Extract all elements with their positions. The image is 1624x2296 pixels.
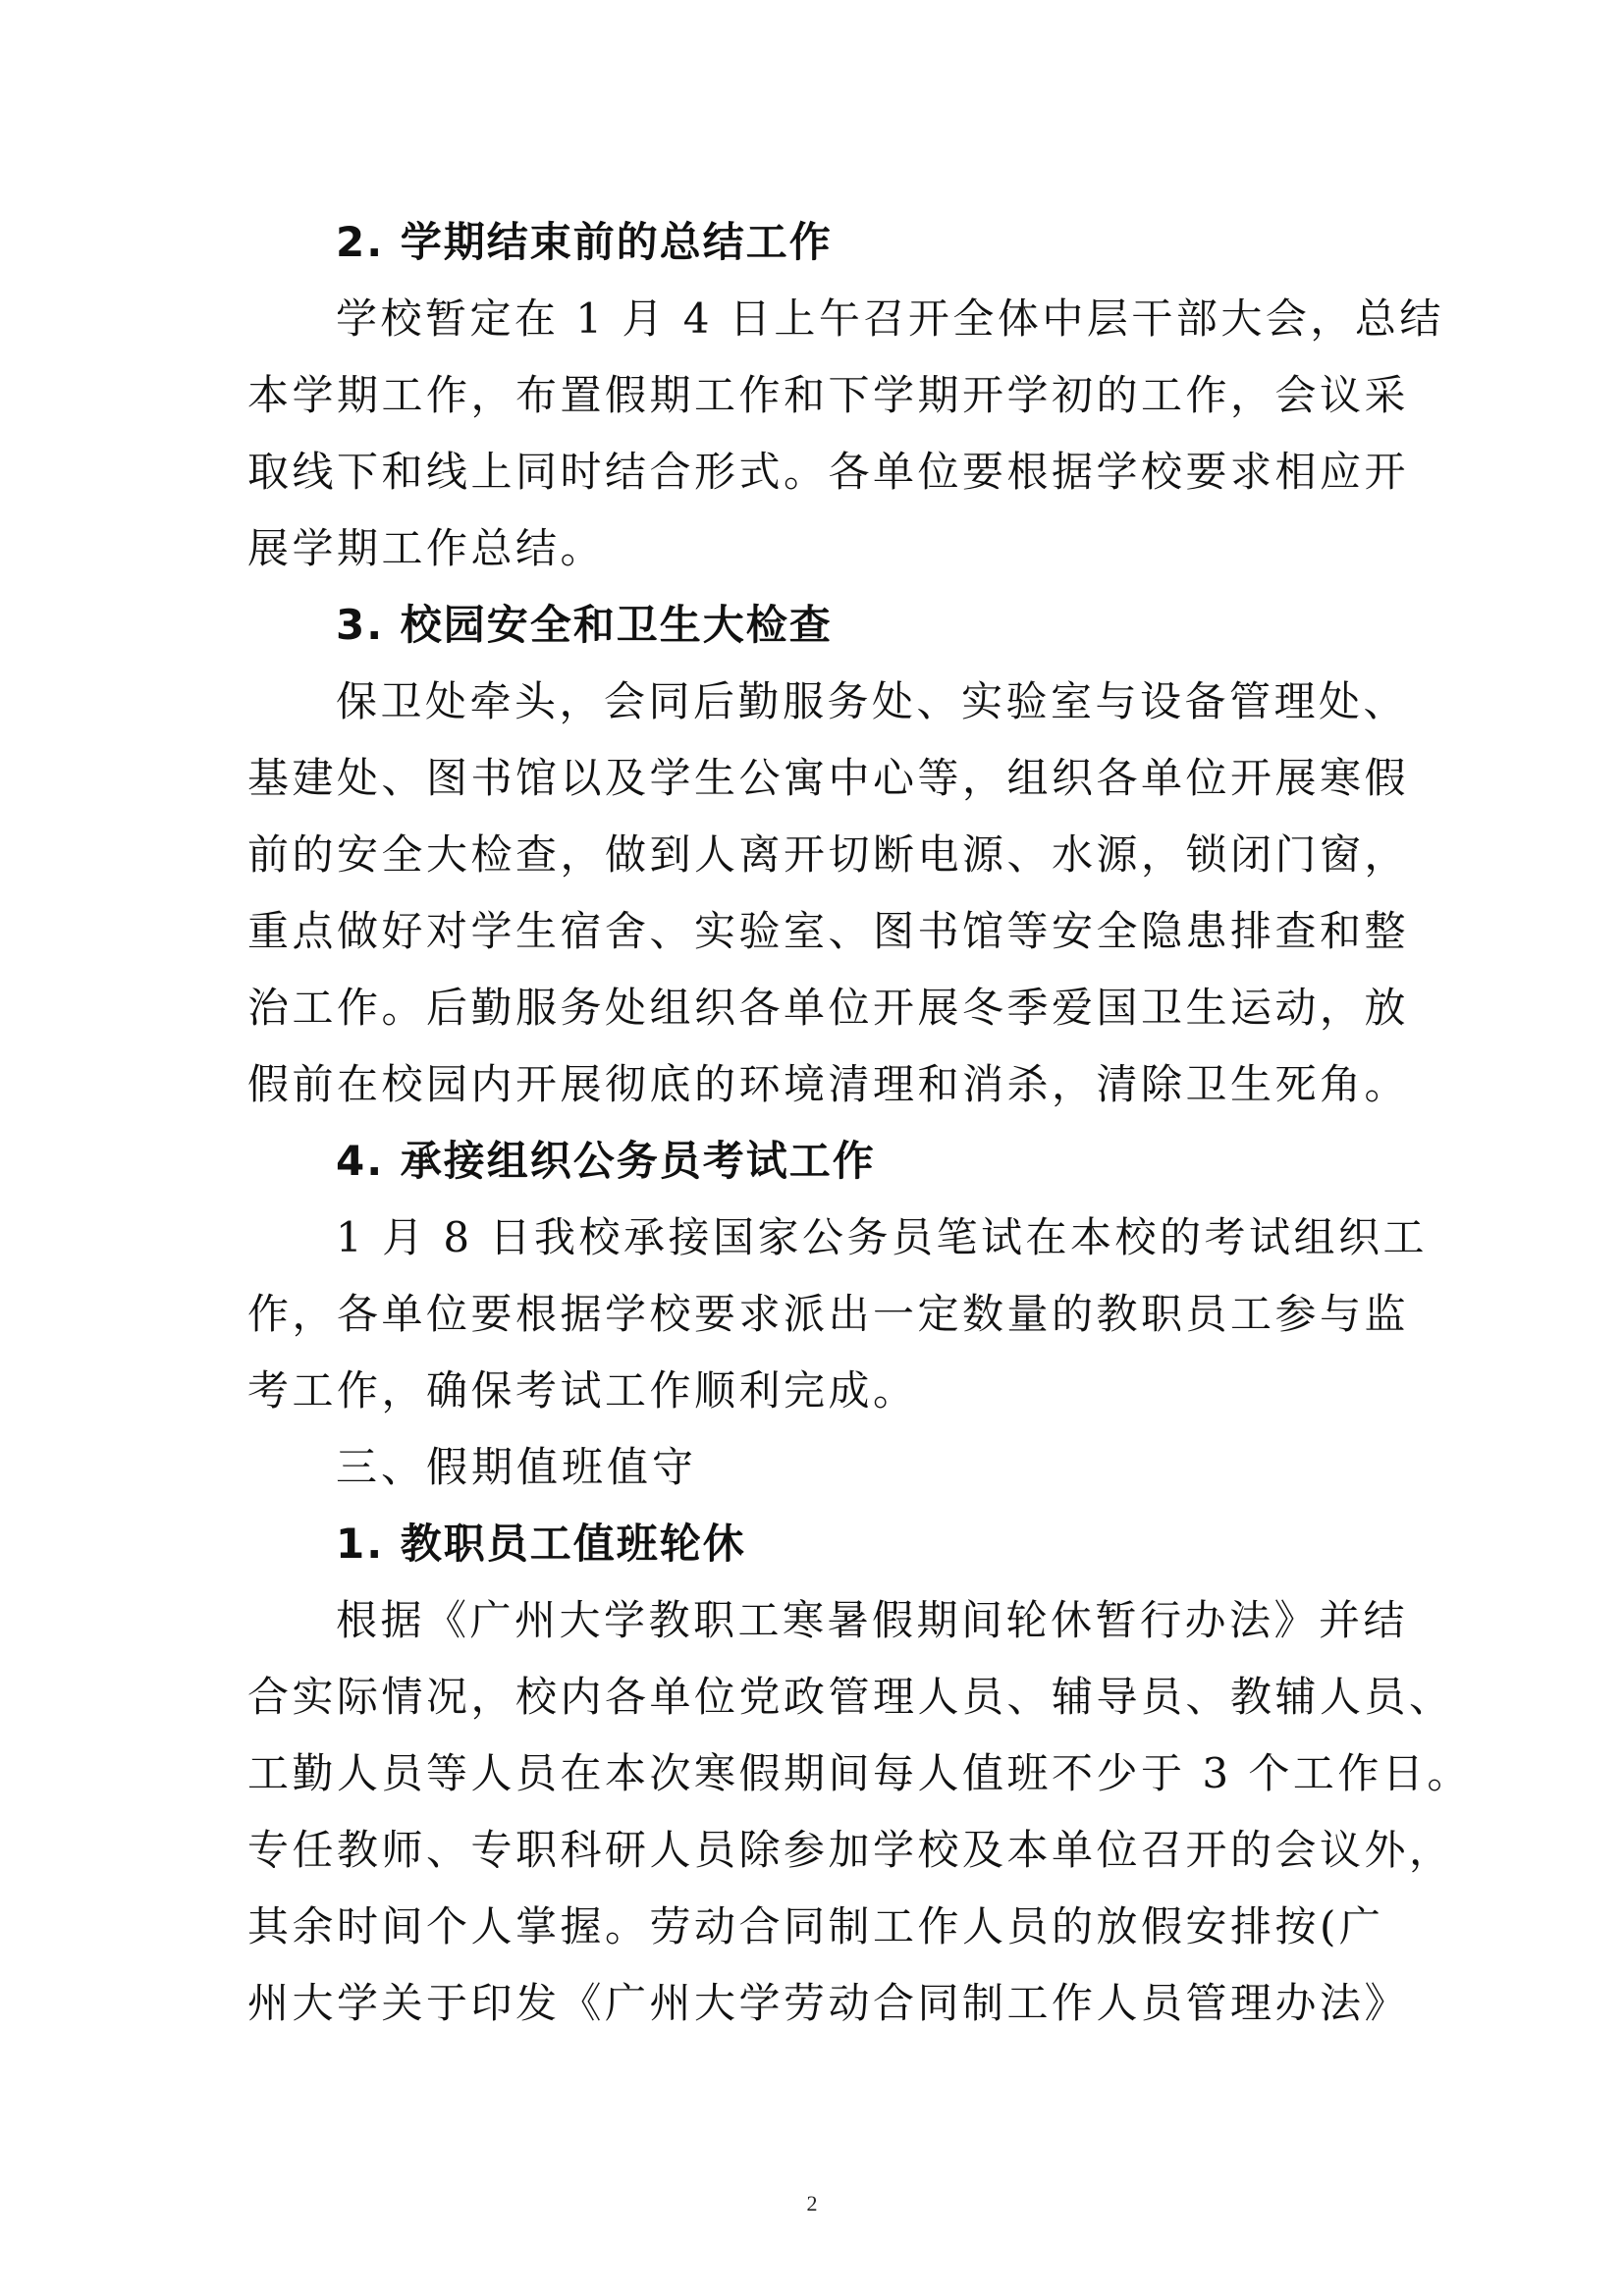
paragraph: [247, 1200, 1428, 1429]
paragraph-line: 作，各单位要根据学校要求派出一定数量的教职员工参与监: [247, 1290, 1410, 1338]
subsection-heading: 2. 学期结束前的总结工作: [336, 218, 833, 266]
subsection-heading: 4. 承接组织公务员考试工作: [336, 1137, 876, 1185]
paragraph: [247, 664, 1410, 1123]
paragraph-line: 取线下和线上同时结合形式。各单位要根据学校要求相应开: [247, 448, 1410, 496]
subsection-heading: 1. 教职员工值班轮休: [336, 1520, 746, 1568]
paragraph-line: 专任教师、专职科研人员除参加学校及本单位召开的会议外，: [247, 1826, 1454, 1874]
page-number: 2: [806, 2191, 818, 2216]
paragraph-line: 工勤人员等人员在本次寒假期间每人值班不少于 3 个工作日。: [247, 1749, 1472, 1797]
paragraph-line: 根据《广州大学教职工寒暑假期间轮休暂行办法》并结: [336, 1596, 1409, 1644]
section-heading: 三、假期值班值守: [336, 1443, 698, 1491]
paragraph: [247, 281, 1444, 587]
paragraph-line: 假前在校园内开展彻底的环境清理和消杀，清除卫生死角。: [247, 1060, 1410, 1108]
paragraph-line: 重点做好对学生宿舍、实验室、图书馆等安全隐患排查和整: [247, 907, 1410, 955]
paragraph-line: 基建处、图书馆以及学生公寓中心等，组织各单位开展寒假: [247, 754, 1410, 802]
paragraph: [247, 1582, 1472, 2042]
paragraph-line: 本学期工作，布置假期工作和下学期开学初的工作，会议采: [247, 371, 1410, 419]
paragraph-line: 学校暂定在 1 月 4 日上午召开全体中层干部大会，总结: [336, 294, 1444, 343]
paragraph-line: 1 月 8 日我校承接国家公务员笔试在本校的考试组织工: [336, 1213, 1428, 1261]
paragraph-line: 合实际情况，校内各单位党政管理人员、辅导员、教辅人员、: [247, 1673, 1454, 1721]
paragraph-line: 保卫处牵头，会同后勤服务处、实验室与设备管理处、: [336, 677, 1409, 725]
paragraph-line: 州大学关于印发《广州大学劳动合同制工作人员管理办法》: [247, 1979, 1410, 2027]
subsection-heading: 3. 校园安全和卫生大检查: [336, 601, 833, 649]
document-body: [247, 204, 1472, 2042]
paragraph-line: 展学期工作总结。: [247, 524, 606, 572]
paragraph-line: 治工作。后勤服务处组织各单位开展冬季爱国卫生运动，放: [247, 984, 1410, 1032]
paragraph-line: 前的安全大检查，做到人离开切断电源、水源，锁闭门窗，: [247, 830, 1410, 879]
paragraph-line: 考工作，确保考试工作顺利完成。: [247, 1366, 918, 1415]
paragraph-line: 其余时间个人掌握。劳动合同制工作人员的放假安排按(广: [247, 1902, 1384, 1950]
